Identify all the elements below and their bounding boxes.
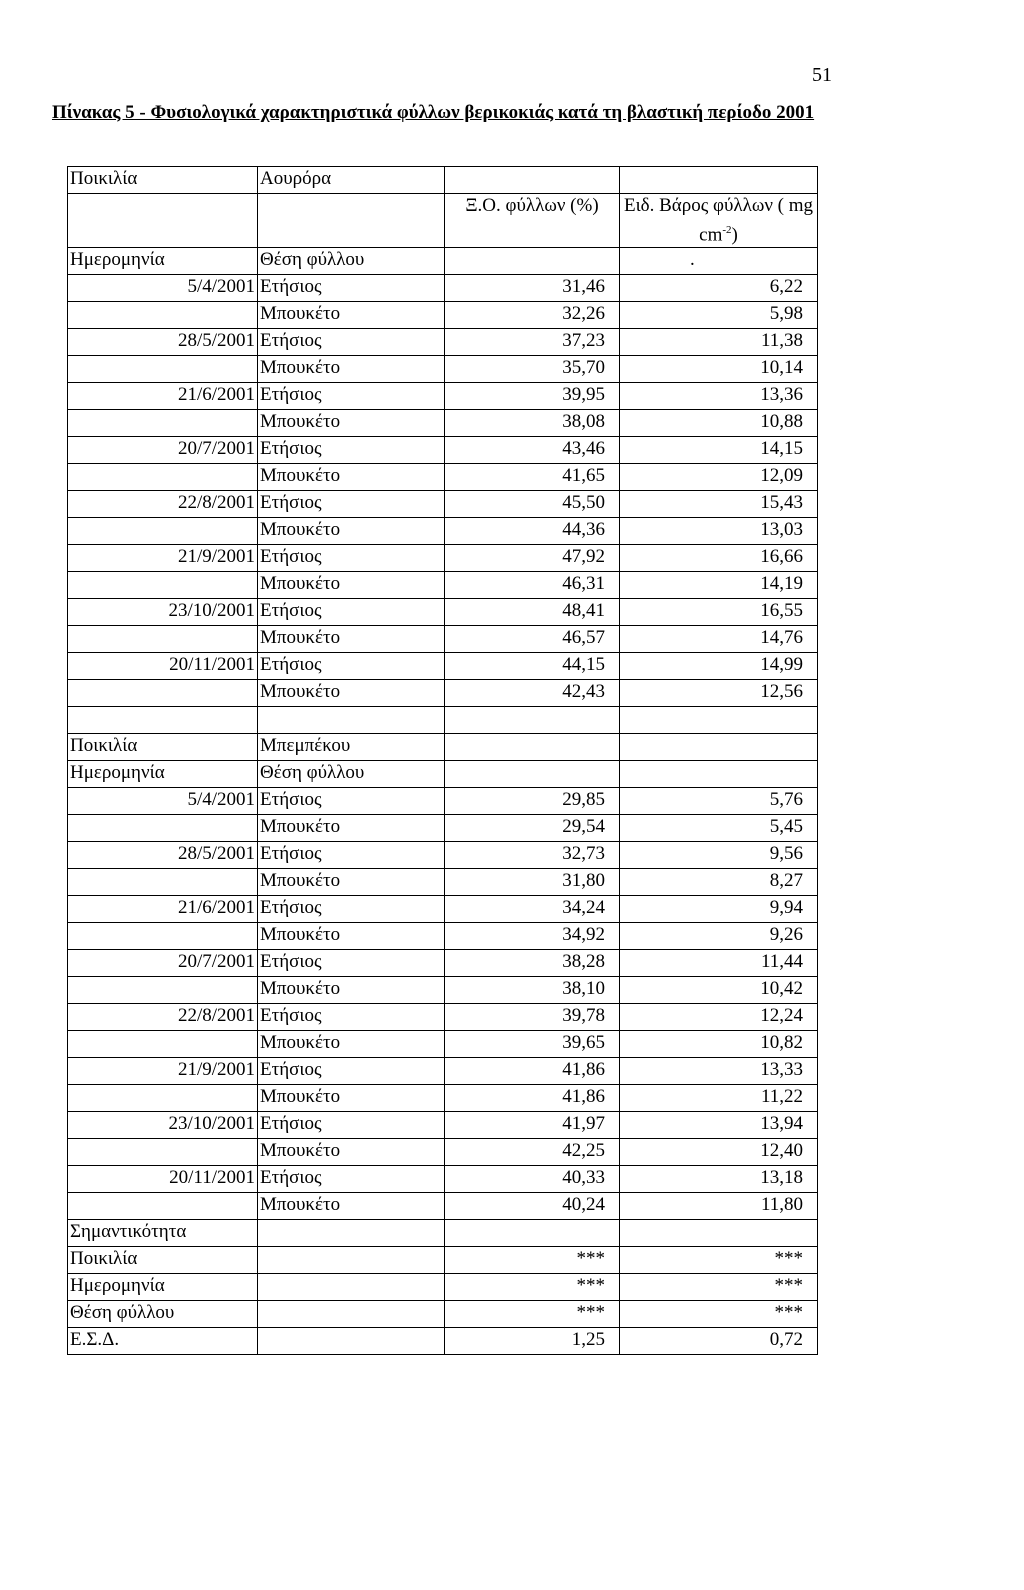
water-cell: 38,08 [445,410,620,437]
date-cell: 20/7/2001 [68,950,258,977]
table-row [68,653,818,680]
section2-header-row [68,761,818,788]
date-cell [68,815,258,842]
dot-mark: . [620,248,818,275]
date-cell: 20/11/2001 [68,1166,258,1193]
leaf-characteristics-table [67,166,818,1355]
significance-weight: *** [620,1301,818,1328]
significance-row [68,1247,818,1274]
variety-name: Μπεμπέκου [258,734,445,761]
date-cell: 5/4/2001 [68,275,258,302]
position-cell: Μπουκέτο [258,1031,445,1058]
significance-label: Ημερομηνία [68,1274,258,1301]
date-cell: 5/4/2001 [68,788,258,815]
table-row [68,329,818,356]
weight-cell: 12,24 [620,1004,818,1031]
date-cell: 28/5/2001 [68,329,258,356]
position-cell: Ετήσιος [258,788,445,815]
table-row [68,896,818,923]
weight-cell: 9,94 [620,896,818,923]
position-cell: Ετήσιος [258,1004,445,1031]
significance-label: Ποικιλία [68,1247,258,1274]
position-cell: Μπουκέτο [258,572,445,599]
weight-cell: 5,45 [620,815,818,842]
section2-variety-row [68,734,818,761]
position-cell: Μπουκέτο [258,977,445,1004]
variety-name: Αουρόρα [258,167,445,194]
weight-cell: 12,09 [620,464,818,491]
significance-title: Σημαντικότητα [68,1220,258,1247]
weight-cell: 13,33 [620,1058,818,1085]
position-cell: Μπουκέτο [258,1193,445,1220]
position-cell: Ετήσιος [258,383,445,410]
date-label: Ημερομηνία [68,248,258,275]
position-cell: Ετήσιος [258,842,445,869]
significance-weight: 0,72 [620,1328,818,1355]
weight-cell: 12,40 [620,1139,818,1166]
weight-cell: 5,98 [620,302,818,329]
date-cell [68,680,258,707]
significance-row [68,1328,818,1355]
water-cell: 34,92 [445,923,620,950]
table-caption: Πίνακας 5 - Φυσιολογικά χαρακτηριστικά φύλλων βερικοκιάς κατά τη βλαστική περίοδο 2001 [52,102,815,123]
date-cell [68,572,258,599]
significance-label: Θέση φύλλου [68,1301,258,1328]
water-cell: 44,36 [445,518,620,545]
water-cell: 41,97 [445,1112,620,1139]
date-cell: 21/9/2001 [68,1058,258,1085]
water-cell: 35,70 [445,356,620,383]
position-cell: Μπουκέτο [258,302,445,329]
date-cell [68,626,258,653]
date-cell [68,1193,258,1220]
table-row [68,788,818,815]
weight-cell: 15,43 [620,491,818,518]
date-cell: 20/7/2001 [68,437,258,464]
table-row [68,923,818,950]
position-cell: Ετήσιος [258,545,445,572]
date-cell: 22/8/2001 [68,491,258,518]
water-cell: 31,46 [445,275,620,302]
water-cell: 29,54 [445,815,620,842]
header-date-position-row [68,248,818,275]
weight-cell: 12,56 [620,680,818,707]
weight-cell: 13,94 [620,1112,818,1139]
water-cell: 46,57 [445,626,620,653]
table-row [68,464,818,491]
table-row [68,1112,818,1139]
specific-weight-header: Ειδ. Βάρος φύλλων ( mg $cm^{-2}$) [620,194,818,248]
table-row [68,518,818,545]
date-cell: 21/6/2001 [68,896,258,923]
table-row [68,1139,818,1166]
weight-cell: 14,76 [620,626,818,653]
weight-cell: 16,55 [620,599,818,626]
table-row [68,842,818,869]
date-cell [68,923,258,950]
water-cell: 48,41 [445,599,620,626]
water-cell: 34,24 [445,896,620,923]
water-cell: 47,92 [445,545,620,572]
date-cell [68,869,258,896]
position-label: Θέση φύλλου [258,761,445,788]
table-row [68,275,818,302]
weight-cell: 13,18 [620,1166,818,1193]
page-number: 51 [812,64,832,86]
water-cell: 38,28 [445,950,620,977]
date-label: Ημερομηνία [68,761,258,788]
water-cell: 43,46 [445,437,620,464]
table-row [68,680,818,707]
weight-cell: 9,56 [620,842,818,869]
significance-row [68,1301,818,1328]
position-cell: Ετήσιος [258,599,445,626]
table-row [68,1085,818,1112]
table-row [68,1058,818,1085]
water-cell: 37,23 [445,329,620,356]
position-cell: Μπουκέτο [258,464,445,491]
weight-cell: 11,80 [620,1193,818,1220]
water-cell: 31,80 [445,869,620,896]
position-cell: Ετήσιος [258,896,445,923]
weight-cell: 5,76 [620,788,818,815]
weight-cell: 11,22 [620,1085,818,1112]
water-cell: 42,25 [445,1139,620,1166]
position-cell: Ετήσιος [258,275,445,302]
position-cell: Μπουκέτο [258,869,445,896]
table-row [68,1193,818,1220]
weight-cell: 8,27 [620,869,818,896]
date-cell: 22/8/2001 [68,1004,258,1031]
water-content-header: Ξ.Ο. φύλλων (%) [445,194,620,248]
position-cell: Μπουκέτο [258,626,445,653]
weight-cell: 13,36 [620,383,818,410]
variety-label: Ποικιλία [68,734,258,761]
position-cell: Μπουκέτο [258,1085,445,1112]
water-cell: 29,85 [445,788,620,815]
position-cell: Μπουκέτο [258,1139,445,1166]
water-cell: 39,65 [445,1031,620,1058]
water-cell: 45,50 [445,491,620,518]
weight-cell: 10,42 [620,977,818,1004]
position-cell: Μπουκέτο [258,815,445,842]
date-cell: 20/11/2001 [68,653,258,680]
water-cell: 39,78 [445,1004,620,1031]
water-cell: 40,33 [445,1166,620,1193]
position-cell: Ετήσιος [258,491,445,518]
water-cell: 44,15 [445,653,620,680]
significance-water: *** [445,1274,620,1301]
water-cell: 42,43 [445,680,620,707]
table-row [68,491,818,518]
position-cell: Μπουκέτο [258,356,445,383]
date-cell [68,302,258,329]
water-cell: 40,24 [445,1193,620,1220]
date-cell [68,356,258,383]
weight-cell: 14,19 [620,572,818,599]
water-cell: 32,26 [445,302,620,329]
table-row [68,437,818,464]
date-cell [68,518,258,545]
position-cell: Μπουκέτο [258,680,445,707]
table-row [68,950,818,977]
position-cell: Ετήσιος [258,1058,445,1085]
header-columns-row [68,194,818,248]
table-row [68,545,818,572]
weight-cell: 10,88 [620,410,818,437]
date-cell: 23/10/2001 [68,1112,258,1139]
date-cell [68,1085,258,1112]
water-cell: 41,86 [445,1085,620,1112]
weight-cell: 13,03 [620,518,818,545]
position-cell: Μπουκέτο [258,518,445,545]
weight-cell: 6,22 [620,275,818,302]
position-cell: Ετήσιος [258,653,445,680]
significance-weight: *** [620,1247,818,1274]
water-cell: 41,65 [445,464,620,491]
table-row [68,977,818,1004]
water-cell: 38,10 [445,977,620,1004]
position-cell: Μπουκέτο [258,923,445,950]
table-row [68,383,818,410]
table-row [68,869,818,896]
table-row [68,410,818,437]
weight-cell: 11,38 [620,329,818,356]
water-cell: 32,73 [445,842,620,869]
date-cell [68,1139,258,1166]
weight-cell: 9,26 [620,923,818,950]
table-row [68,599,818,626]
significance-label: Ε.Σ.Δ. [68,1328,258,1355]
table-row [68,626,818,653]
significance-water: 1,25 [445,1328,620,1355]
significance-weight: *** [620,1274,818,1301]
water-cell: 46,31 [445,572,620,599]
weight-cell: 11,44 [620,950,818,977]
position-cell: Ετήσιος [258,329,445,356]
weight-cell: 10,82 [620,1031,818,1058]
significance-water: *** [445,1301,620,1328]
date-cell [68,1031,258,1058]
weight-cell: 14,99 [620,653,818,680]
weight-cell: 10,14 [620,356,818,383]
weight-cell: 16,66 [620,545,818,572]
table-row [68,1031,818,1058]
table-row [68,1004,818,1031]
significance-water: *** [445,1247,620,1274]
header-variety-row [68,167,818,194]
water-cell: 41,86 [445,1058,620,1085]
table-row [68,1166,818,1193]
date-cell: 21/9/2001 [68,545,258,572]
position-cell: Ετήσιος [258,1166,445,1193]
significance-row [68,1274,818,1301]
date-cell [68,977,258,1004]
position-label: Θέση φύλλου [258,248,445,275]
date-cell: 21/6/2001 [68,383,258,410]
table-row [68,572,818,599]
water-cell: 39,95 [445,383,620,410]
position-cell: Ετήσιος [258,950,445,977]
date-cell [68,464,258,491]
significance-title-row [68,1220,818,1247]
position-cell: Ετήσιος [258,1112,445,1139]
position-cell: Ετήσιος [258,437,445,464]
date-cell: 23/10/2001 [68,599,258,626]
weight-cell: 14,15 [620,437,818,464]
table-row [68,302,818,329]
date-cell: 28/5/2001 [68,842,258,869]
table-row [68,356,818,383]
variety-label: Ποικιλία [68,167,258,194]
position-cell: Μπουκέτο [258,410,445,437]
separator-row [68,707,818,734]
table-row [68,815,818,842]
date-cell [68,410,258,437]
